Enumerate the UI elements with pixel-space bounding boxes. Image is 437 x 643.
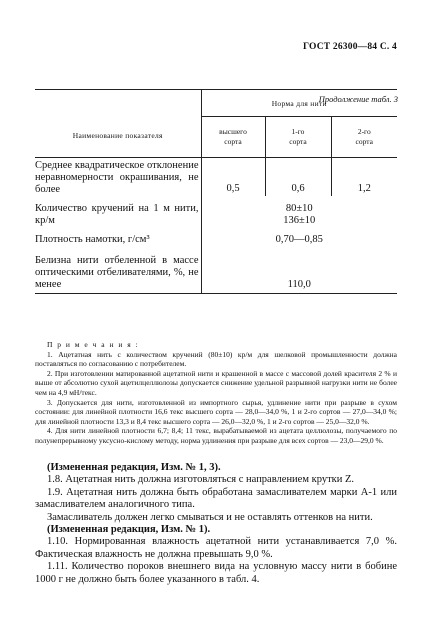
- row-name: Белизна нити отбеленной в массе оптическими отбеливателями, %, не менее: [35, 255, 199, 290]
- row-name: Среднее квадратическое отклонение неравномерности окрашивания, не более: [35, 160, 199, 195]
- column-header-grade-2: [331, 117, 397, 158]
- column-header-norm: Норма для нити: [201, 90, 397, 117]
- grade-label: 1-го: [291, 127, 305, 136]
- note-item: 2. При изготовлении матированной ацетатной нити и крашенной в массе с массовой долей красителя 2 % и выше от абсолютно сухой ацетилцеллюлозы допускается снижение удельной разрывной нагрузки нити не более чем на 4,9 мН/текс.: [35, 368, 397, 397]
- grade-label: сорта: [289, 137, 307, 146]
- grade-label: 2-го: [357, 127, 371, 136]
- table-row: [35, 196, 397, 227]
- grade-label: высшего: [219, 127, 247, 136]
- table-header-row: [35, 90, 397, 117]
- row-value: 0,6: [265, 158, 331, 197]
- note-item: 3. Допускается для нити, изготовленной из импортного сырья, удлинение нити при разрыве в сухом состоянии: для линейной плотности 16,6 текс высшего сорта — 28,0—34,0 %, 1 и 2-го сортов — 27,0—34,0 %; для линейной плотности 13,3 и 8,4 текс высшего сорта — 26,0—32,0 %, 1 и 2-го сортов — 25,0—32,0 %.: [35, 397, 397, 426]
- table-row: [35, 158, 397, 197]
- amendment-note: (Измененная редакция, Изм. № 1, 3).: [47, 462, 221, 473]
- table-row: [35, 246, 397, 294]
- body-text: [35, 462, 397, 586]
- column-header-indicator: Наименование показателя: [35, 90, 201, 158]
- paragraph: 1.10. Нормированная влажность ацетатной нити устанавливается 7,0 %. Фактическая влажность не должна превышать 9,0 %.: [35, 536, 397, 560]
- row-value-span: 110,0: [201, 246, 397, 294]
- row-value: 1,2: [331, 158, 397, 197]
- grade-label: сорта: [224, 137, 242, 146]
- row-value-span: 0,70—0,85: [201, 227, 397, 246]
- amendment-note: (Измененная редакция, Изм. № 1).: [47, 524, 211, 536]
- note-item: 1. Ацетатная нить с количеством кручений (80±10) кр/м для шелковой промышленности должна поставляться по согласованию с потребителем.: [35, 349, 397, 369]
- page-header: ГОСТ 26300—84 С. 4: [303, 42, 397, 52]
- notes-title: П р и м е ч а н и я :: [47, 340, 140, 349]
- specifications-table: [35, 89, 397, 294]
- table-row: [35, 227, 397, 246]
- table-notes: [35, 340, 397, 446]
- table-bottom-border: [35, 294, 397, 295]
- paragraph: 1.11. Количество пороков внешнего вида на условную массу нити в бобине 1000 г не должно быть более указанного в табл. 4.: [35, 561, 397, 585]
- table-continuation-label: Продолжение табл. 3: [318, 94, 398, 104]
- note-item: 4. Для нити линейной плотности 6,7; 8,4; 11 текс, вырабатываемой из ацетата целлюлозы, получаемого по полунепрерывному уксусно-кислому методу, норма удлинения при разрыве для всех сортов — 23,0—29,0 %.: [35, 426, 397, 445]
- row-name: Количество кручений на 1 м нити, кр/м: [35, 203, 199, 226]
- twist-value: 136±10: [283, 215, 316, 226]
- row-name: Плотность намотки, г/см³: [35, 234, 150, 245]
- paragraph: 1.9. Ацетатная нить должна быть обработана замасливателем марки А-1 или замасливателем аналогичного типа.: [35, 486, 397, 511]
- row-value-span: [201, 196, 397, 227]
- twist-value: 80±10: [285, 203, 313, 214]
- paragraph: Замасливатель должен легко смываться и не оставлять оттенков на нити.: [47, 511, 373, 523]
- column-header-grade-1: [265, 117, 331, 158]
- grade-label: сорта: [355, 137, 373, 146]
- row-value: 0,5: [201, 158, 265, 197]
- paragraph: 1.8. Ацетатная нить должна изготовляться с направлением крутки Z.: [47, 474, 355, 486]
- column-header-grade-premium: [201, 117, 265, 158]
